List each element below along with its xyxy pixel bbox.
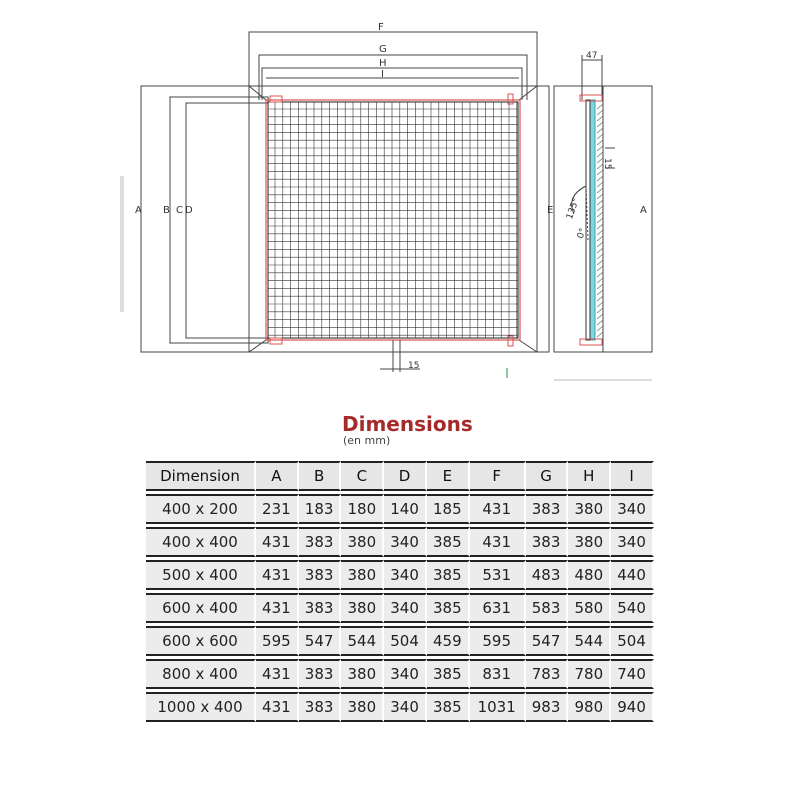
table-cell: 383 [526, 527, 569, 557]
mesh-grid [268, 102, 518, 338]
table-cell: 340 [384, 659, 427, 689]
table-cell: 504 [384, 626, 427, 656]
table-cell: 1031 [470, 692, 526, 722]
table-cell: 480 [568, 560, 611, 590]
table-cell: 385 [427, 527, 470, 557]
table-cell: 385 [427, 560, 470, 590]
table-row [146, 659, 654, 689]
row-size-cell: 1000 x 400 [146, 692, 256, 722]
table-cell: 595 [470, 626, 526, 656]
label-d: D [185, 205, 193, 216]
table-cell: 140 [384, 494, 427, 524]
front-view [141, 32, 549, 372]
table-row [146, 527, 654, 557]
label-g: G [379, 44, 387, 55]
table-cell: 547 [299, 626, 342, 656]
table-cell: 380 [568, 527, 611, 557]
column-header: Dimension [146, 461, 256, 491]
table-cell: 583 [526, 593, 569, 623]
table-cell: 983 [526, 692, 569, 722]
label-side-15: 15 [602, 158, 612, 170]
table-cell: 383 [299, 560, 342, 590]
table-cell: 783 [526, 659, 569, 689]
table-cell: 595 [256, 626, 299, 656]
column-header: H [568, 461, 611, 491]
frame-b [170, 97, 268, 343]
row-size-cell: 400 x 400 [146, 527, 256, 557]
label-angle-0: 0° [575, 227, 589, 241]
table-row [146, 626, 654, 656]
table-cell: 780 [568, 659, 611, 689]
table-cell: 340 [384, 527, 427, 557]
frame-c [186, 103, 268, 338]
table-cell: 431 [256, 692, 299, 722]
label-c: C [176, 205, 183, 216]
table-cell: 340 [384, 560, 427, 590]
table-cell: 383 [299, 659, 342, 689]
row-size-cell: 800 x 400 [146, 659, 256, 689]
table-cell: 483 [526, 560, 569, 590]
label-a-front: A [135, 205, 142, 216]
table-cell: 544 [568, 626, 611, 656]
column-header: E [427, 461, 470, 491]
table-header-row [146, 461, 654, 491]
table-cell: 540 [611, 593, 654, 623]
row-size-cell: 600 x 400 [146, 593, 256, 623]
table-cell: 831 [470, 659, 526, 689]
column-header: B [299, 461, 342, 491]
table-cell: 185 [427, 494, 470, 524]
column-header: G [526, 461, 569, 491]
table-cell: 440 [611, 560, 654, 590]
table-cell: 180 [341, 494, 384, 524]
row-size-cell: 600 x 600 [146, 626, 256, 656]
label-a-side: A [640, 205, 647, 216]
label-h: H [379, 58, 387, 69]
clip-bottom-left [270, 338, 282, 344]
table-cell: 380 [341, 560, 384, 590]
table-cell: 385 [427, 692, 470, 722]
column-header: F [470, 461, 526, 491]
page-title: Dimensions [342, 412, 473, 436]
table-cell: 459 [427, 626, 470, 656]
table-row [146, 560, 654, 590]
column-header: C [341, 461, 384, 491]
table-row [146, 494, 654, 524]
wall-hatch [597, 104, 603, 337]
table-cell: 380 [341, 692, 384, 722]
table-cell: 340 [611, 527, 654, 557]
label-bottom-15: 15 [408, 361, 420, 371]
row-size-cell: 500 x 400 [146, 560, 256, 590]
table-cell: 431 [470, 527, 526, 557]
label-e: E [547, 205, 554, 216]
label-angle-135: 135° [565, 196, 582, 221]
table-cell: 383 [299, 593, 342, 623]
table-cell: 544 [341, 626, 384, 656]
glass-strip [590, 100, 595, 340]
table-cell: 385 [427, 659, 470, 689]
table-cell: 385 [427, 593, 470, 623]
table-cell: 504 [611, 626, 654, 656]
table-cell: 380 [341, 659, 384, 689]
table-cell: 340 [384, 692, 427, 722]
table-cell: 383 [526, 494, 569, 524]
table-cell: 740 [611, 659, 654, 689]
row-size-cell: 400 x 200 [146, 494, 256, 524]
table-cell: 431 [256, 593, 299, 623]
table-cell: 231 [256, 494, 299, 524]
table-cell: 580 [568, 593, 611, 623]
table-row [146, 593, 654, 623]
label-i: I [381, 69, 384, 80]
table-cell: 380 [568, 494, 611, 524]
label-47: 47 [586, 51, 598, 61]
table-cell: 340 [611, 494, 654, 524]
label-f: F [378, 22, 384, 33]
dimensions-table [146, 461, 654, 722]
table-cell: 383 [299, 692, 342, 722]
clip-top-left [270, 96, 282, 102]
table-row [146, 692, 654, 722]
table-cell: 383 [299, 527, 342, 557]
table-cell: 340 [384, 593, 427, 623]
table-cell: 380 [341, 593, 384, 623]
table-cell: 431 [256, 527, 299, 557]
table-cell: 380 [341, 527, 384, 557]
page-subtitle: (en mm) [343, 434, 391, 447]
label-b: B [163, 205, 170, 216]
table-cell: 431 [470, 494, 526, 524]
table-cell: 980 [568, 692, 611, 722]
table-cell: 183 [299, 494, 342, 524]
table-cell: 631 [470, 593, 526, 623]
table-cell: 940 [611, 692, 654, 722]
table-cell: 431 [256, 659, 299, 689]
table-cell: 547 [526, 626, 569, 656]
table-cell: 531 [470, 560, 526, 590]
column-header: A [256, 461, 299, 491]
table-cell: 431 [256, 560, 299, 590]
dim-h-lines [262, 68, 522, 100]
column-header: D [384, 461, 427, 491]
column-header: I [611, 461, 654, 491]
